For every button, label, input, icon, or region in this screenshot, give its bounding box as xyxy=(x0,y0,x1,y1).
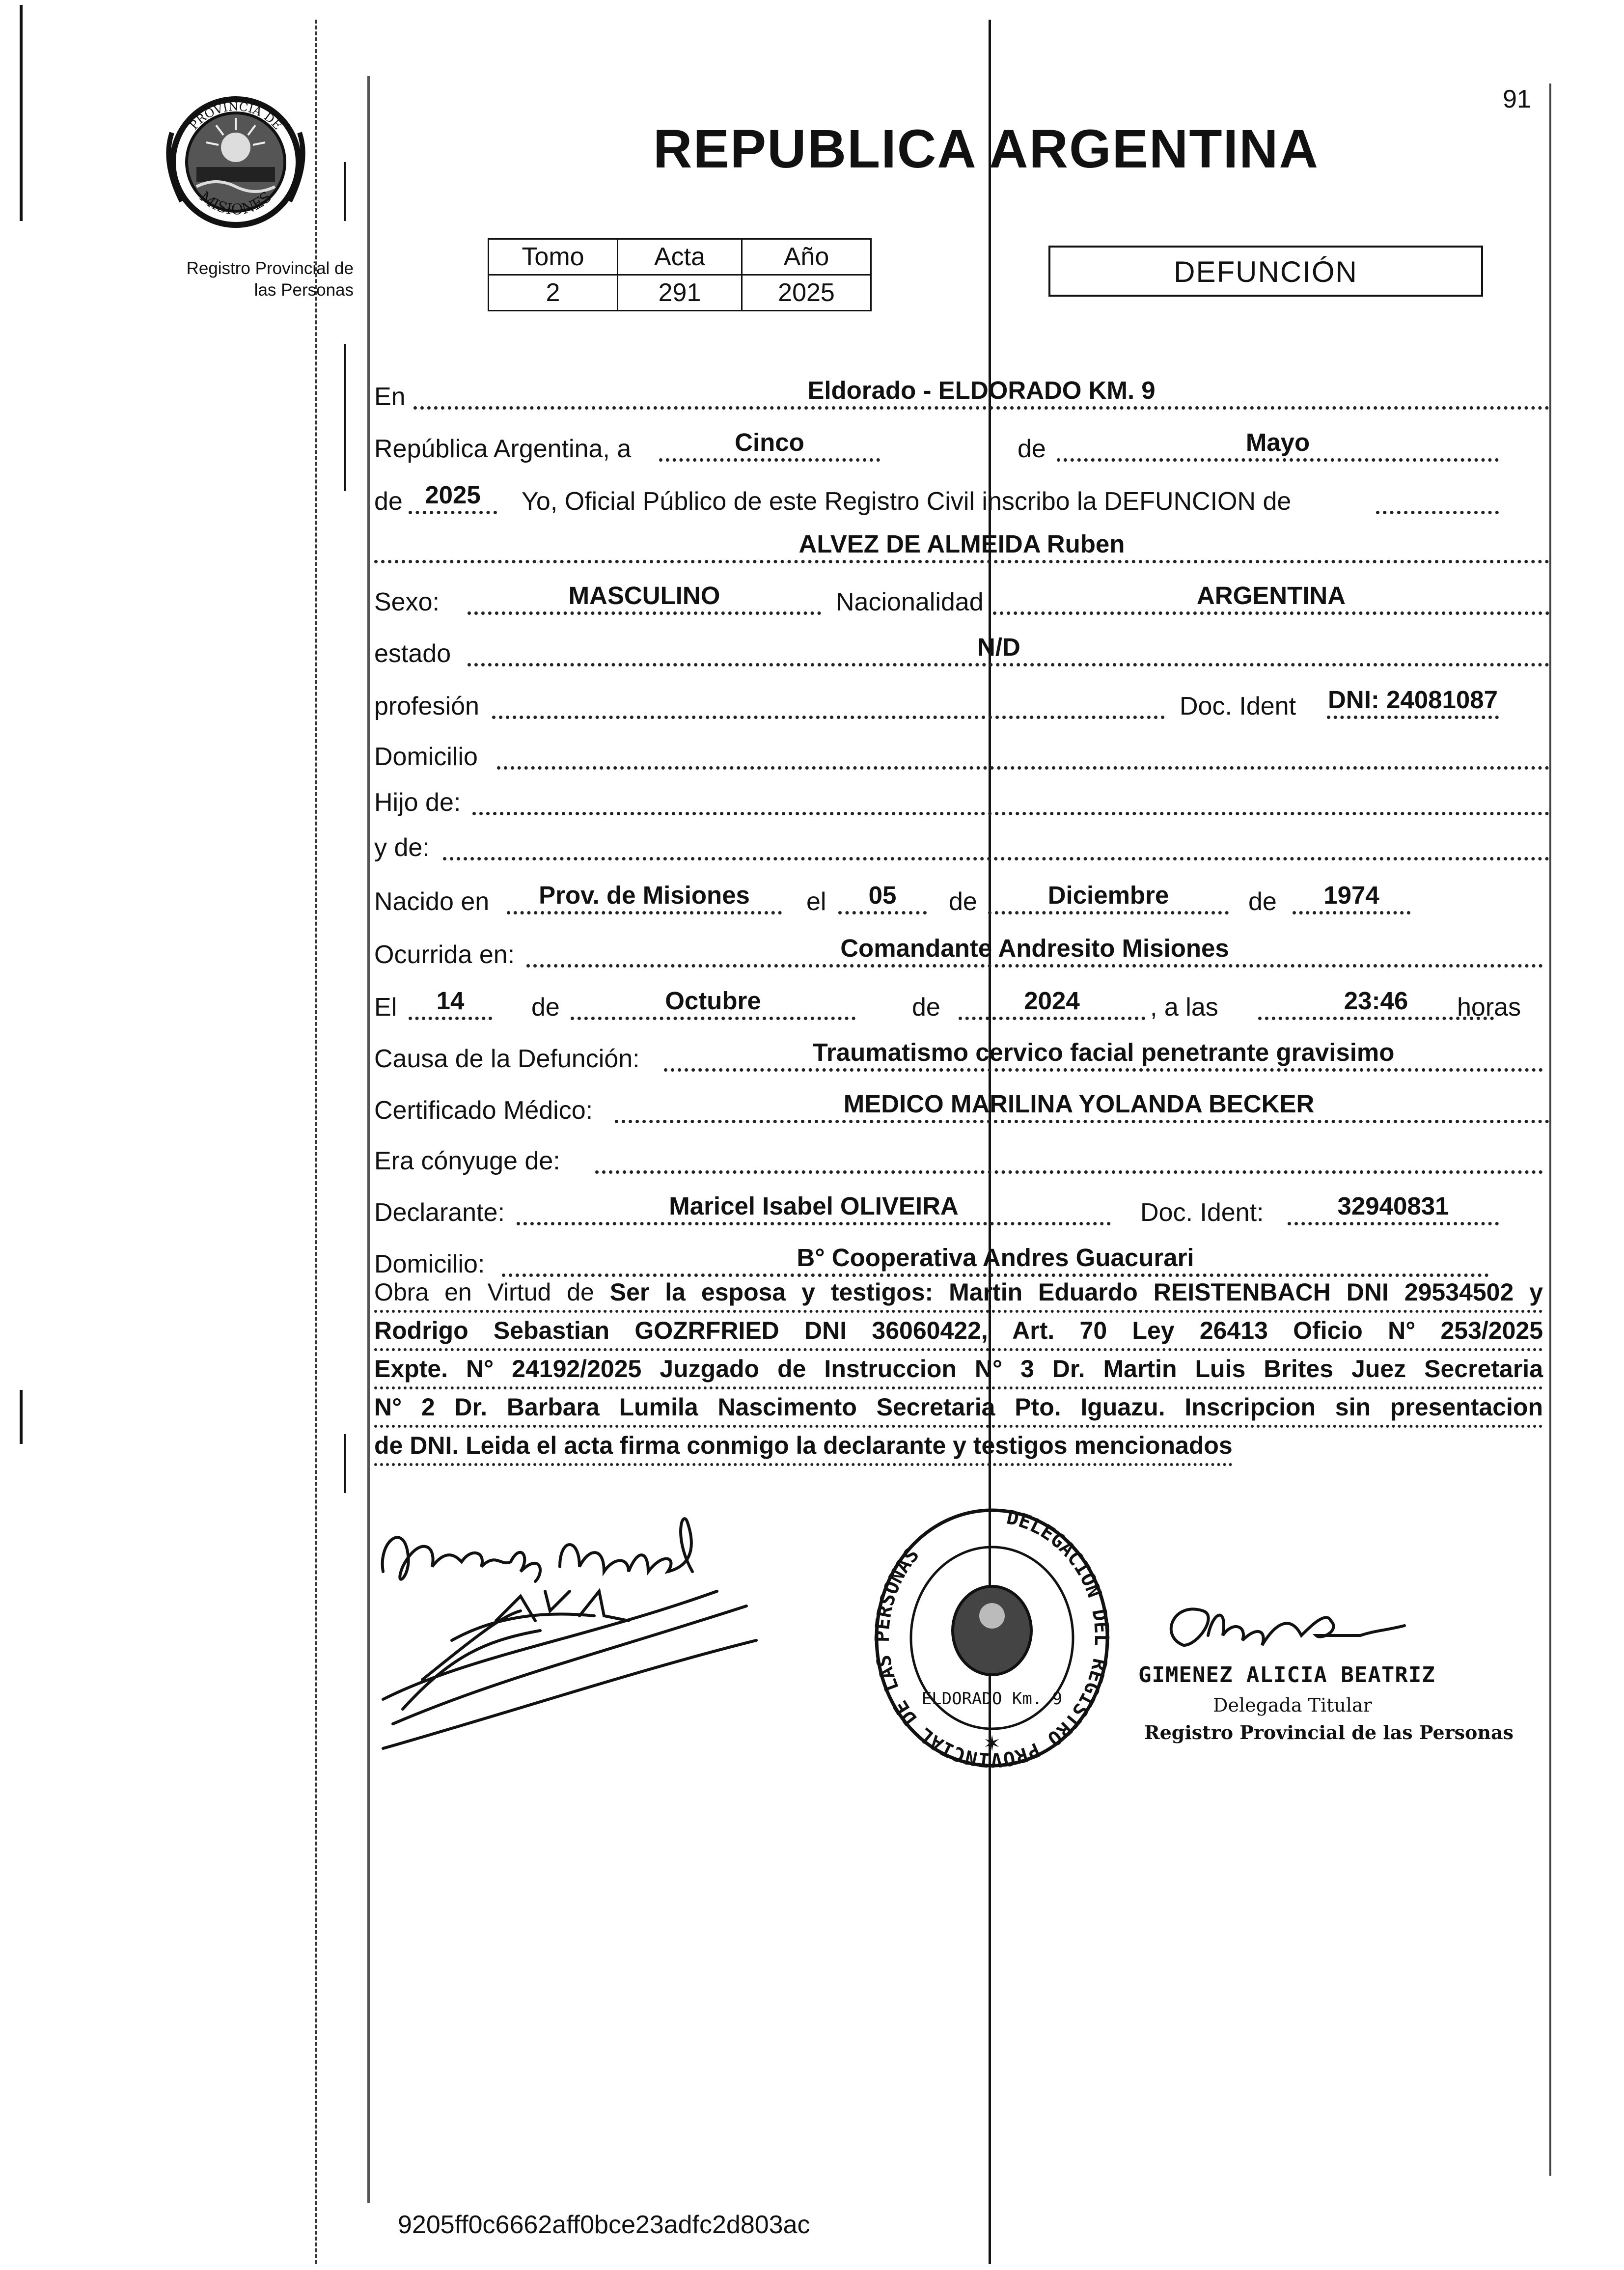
obra-text-1: Ser la esposa y testigos: Martin Eduardo REISTENBACH DNI 29534502 y xyxy=(609,1278,1543,1306)
row-certificado xyxy=(374,1078,1549,1129)
label-horas: horas xyxy=(1457,993,1521,1022)
value-nacionalidad: ARGENTINA xyxy=(1196,581,1346,609)
label-de-2: de xyxy=(374,487,403,516)
label-de-6: de xyxy=(912,993,940,1022)
page-title: REPUBLICA ARGENTINA xyxy=(653,119,1319,179)
obra-line-2 xyxy=(374,1313,1543,1351)
label-y-de: y de: xyxy=(374,833,430,862)
row-y-de xyxy=(374,815,1549,866)
row-estado xyxy=(374,621,1549,672)
label-causa: Causa de la Defunción: xyxy=(374,1045,640,1073)
value-dia-letras: Cinco xyxy=(735,428,804,456)
label-republica: República Argentina, a xyxy=(374,435,632,463)
obra-en-virtud xyxy=(374,1274,1543,1466)
label-de-4: de xyxy=(1248,887,1277,916)
svg-text:DELEGACION DEL REGISTRO PROVIN: DELEGACION DEL REGISTRO PROVINCIAL DE LAS PERSONAS xyxy=(871,1506,1113,1772)
obra-text-5: de DNI. Leida el acta firma conmigo la declarante y testigos mencionados xyxy=(374,1432,1233,1459)
svg-text:PROVINCIA DE: PROVINCIA DE xyxy=(187,99,285,133)
label-doc-ident-2: Doc. Ident: xyxy=(1140,1198,1264,1227)
fill-conyuge xyxy=(595,1141,1543,1174)
margin-mark-1 xyxy=(344,162,346,221)
value-nacido-anio: 1974 xyxy=(1323,881,1379,909)
value-acta: 291 xyxy=(618,275,742,311)
obra-text-2: Rodrigo Sebastian GOZRFRIED DNI 36060422, Art. 70 Ley 26413 Oficio N° 253/2025 xyxy=(374,1317,1543,1344)
obra-text-3: Expte. N° 24192/2025 Juzgado de Instruccion N° 3 Dr. Martin Luis Brites Juez Secretaria xyxy=(374,1355,1543,1383)
label-a-las: , a las xyxy=(1150,993,1218,1022)
label-doc-ident: Doc. Ident xyxy=(1180,692,1296,720)
value-doc-ident: DNI: 24081087 xyxy=(1328,686,1498,714)
fill-domicilio xyxy=(497,737,1549,770)
official-stamp xyxy=(869,1503,1115,1780)
row-ocurrida xyxy=(374,922,1549,973)
registry-seal-logo xyxy=(162,88,309,238)
row-profesion xyxy=(374,674,1549,725)
obra-line-1 xyxy=(374,1274,1543,1313)
label-el: el xyxy=(806,887,826,916)
row-declarante xyxy=(374,1180,1549,1231)
row-domicilio xyxy=(374,724,1549,775)
value-lugar: Eldorado - ELDORADO KM. 9 xyxy=(807,376,1156,404)
obra-text-4: N° 2 Dr. Barbara Lumila Nascimento Secretaria Pto. Iguazu. Inscripcion sin presentacion xyxy=(374,1393,1543,1421)
label-profesion: profesión xyxy=(374,692,479,720)
value-nombre: ALVEZ DE ALMEIDA Ruben xyxy=(798,530,1125,558)
margin-line xyxy=(367,76,370,2203)
value-fallec-mes: Octubre xyxy=(665,987,761,1015)
fill-y-de xyxy=(443,828,1549,860)
value-fallec-hora: 23:46 xyxy=(1344,987,1408,1015)
document-type-box: DEFUNCIÓN xyxy=(1048,246,1483,297)
declarante-signature xyxy=(373,1493,815,1771)
dashed-margin-left xyxy=(315,20,317,2264)
label-domicilio: Domicilio xyxy=(374,743,478,771)
label-declarante: Declarante: xyxy=(374,1198,505,1227)
label-hijo-de: Hijo de: xyxy=(374,788,461,817)
margin-mark-2 xyxy=(344,344,346,491)
value-anio: 2025 xyxy=(425,481,481,509)
value-nacido-mes: Diciembre xyxy=(1047,881,1169,909)
registry-caption-line2: las Personas xyxy=(254,280,354,300)
label-estado: estado xyxy=(374,639,451,668)
registry-caption-line1: Registro Provincial de xyxy=(186,259,354,278)
value-causa: Traumatismo cervico facial penetrante gravisimo xyxy=(812,1038,1395,1066)
value-tomo: 2 xyxy=(489,275,618,311)
value-nacido-dia: 05 xyxy=(868,881,897,909)
obra-line-4 xyxy=(374,1389,1543,1428)
value-estado: N/D xyxy=(977,633,1020,661)
page-number: 91 xyxy=(1503,85,1531,113)
label-de-5: de xyxy=(531,993,560,1022)
row-conyuge xyxy=(374,1129,1549,1180)
label-el-cap: El xyxy=(374,993,397,1022)
document-hash: 9205ff0c6662aff0bce23adfc2d803ac xyxy=(398,2211,810,2239)
fill-defuncion-de xyxy=(1376,481,1499,514)
fill-profesion xyxy=(492,686,1165,719)
obra-line-3 xyxy=(374,1351,1543,1389)
header-tomo: Tomo xyxy=(489,239,618,275)
label-de-1: de xyxy=(1018,435,1046,463)
row-nacido xyxy=(374,869,1549,920)
svg-text:ELDORADO Km. 9: ELDORADO Km. 9 xyxy=(921,1689,1063,1709)
value-certificado: MEDICO MARILINA YOLANDA BECKER xyxy=(843,1090,1315,1118)
value-nacido-en: Prov. de Misiones xyxy=(539,881,750,909)
label-nacido-en: Nacido en xyxy=(374,887,490,916)
record-table xyxy=(488,238,872,311)
registry-caption xyxy=(147,258,354,301)
label-yo-oficial: Yo, Oficial Público de este Registro Civil inscribo la DEFUNCION de xyxy=(522,487,1292,516)
official-office: Registro Provincial de las Personas xyxy=(1144,1721,1514,1744)
label-obra: Obra en Virtud de xyxy=(374,1278,594,1306)
fill-hijo-de xyxy=(472,782,1549,815)
value-declarante-domicilio: B° Cooperativa Andres Guacurari xyxy=(797,1244,1194,1272)
left-edge-line-lower xyxy=(20,1390,23,1444)
value-sexo: MASCULINO xyxy=(568,581,720,609)
label-conyuge: Era cónyuge de: xyxy=(374,1147,560,1175)
row-fecha xyxy=(374,416,1549,468)
row-anio xyxy=(374,469,1549,520)
value-declarante-doc: 32940831 xyxy=(1337,1192,1449,1220)
row-sexo xyxy=(374,570,1549,621)
label-domicilio-2: Domicilio: xyxy=(374,1250,485,1278)
label-sexo: Sexo: xyxy=(374,588,440,616)
label-de-3: de xyxy=(949,887,977,916)
header-acta: Acta xyxy=(618,239,742,275)
value-fallec-dia: 14 xyxy=(436,987,465,1015)
label-en: En xyxy=(374,383,406,411)
row-lugar xyxy=(374,364,1549,415)
svg-text:MISIONES: MISIONES xyxy=(196,188,275,219)
row-causa xyxy=(374,1026,1549,1078)
left-edge-line xyxy=(20,5,23,221)
header-anio: Año xyxy=(742,239,871,275)
label-nacionalidad: Nacionalidad xyxy=(836,588,984,616)
value-declarante: Maricel Isabel OLIVEIRA xyxy=(669,1192,959,1220)
official-name: GIMENEZ ALICIA BEATRIZ xyxy=(1138,1662,1435,1688)
official-role: Delegada Titular xyxy=(1213,1694,1372,1716)
value-fallec-anio: 2024 xyxy=(1024,987,1080,1015)
official-signature xyxy=(1154,1591,1409,1667)
label-certificado: Certificado Médico: xyxy=(374,1096,593,1125)
right-margin-line xyxy=(1549,83,1551,2176)
row-nombre xyxy=(374,518,1549,569)
margin-mark-3 xyxy=(344,1434,346,1493)
row-fallecimiento xyxy=(374,975,1549,1026)
obra-line-5 xyxy=(374,1428,1233,1466)
value-ocurrida-en: Comandante Andresito Misiones xyxy=(840,934,1229,962)
value-mes: Mayo xyxy=(1245,428,1310,456)
label-ocurrida-en: Ocurrida en: xyxy=(374,941,515,969)
row-hijo-de xyxy=(374,770,1549,821)
value-anio: 2025 xyxy=(742,275,871,311)
svg-text:✶: ✶ xyxy=(983,1732,1001,1756)
